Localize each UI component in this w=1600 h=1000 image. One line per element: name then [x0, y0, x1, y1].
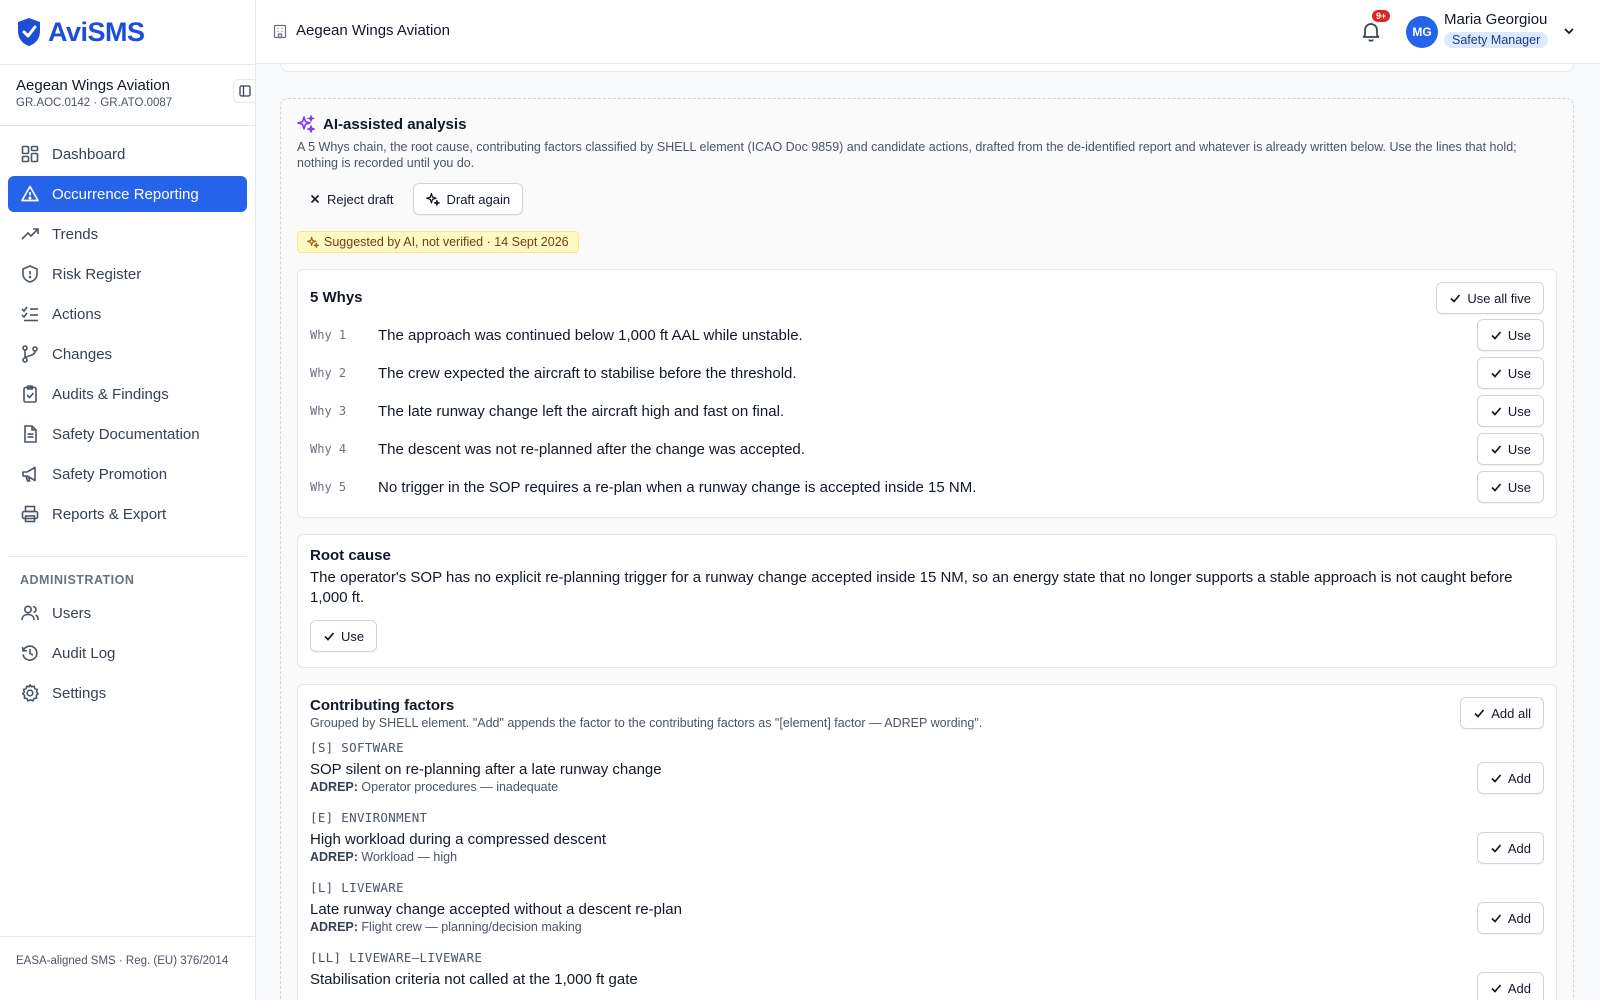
check-icon	[1490, 405, 1502, 417]
use-root-cause-button[interactable]	[310, 620, 377, 652]
five-whys-title: 5 Whys	[310, 289, 363, 306]
use-label: Use	[1507, 403, 1531, 419]
sparkles-icon	[307, 236, 319, 248]
nav-label: Safety Promotion	[52, 465, 168, 483]
avatar[interactable]: MG	[1406, 16, 1438, 48]
why-tag: Why 2	[310, 366, 347, 380]
bell-icon[interactable]	[1360, 20, 1382, 42]
add-factor-button[interactable]	[1477, 902, 1544, 934]
shield-check-logo-icon	[16, 17, 42, 47]
root-cause-title: Root cause	[310, 547, 391, 564]
use-label: Use	[1507, 441, 1531, 457]
add-label: Add	[1507, 840, 1531, 856]
check-icon	[1490, 329, 1502, 341]
factor-shell-tag: [E] ENVIRONMENT	[310, 810, 428, 825]
warning-icon	[20, 184, 40, 204]
document-icon	[20, 424, 40, 444]
check-icon	[1490, 912, 1502, 924]
factor-adrep	[310, 850, 1544, 864]
check-icon	[1490, 772, 1502, 784]
nav-item-actions[interactable]	[8, 296, 247, 332]
use-label: Use	[1507, 479, 1531, 495]
why-text: The descent was not re-planned after the change was accepted.	[378, 440, 805, 458]
add-label: Add	[1507, 980, 1531, 996]
adrep-value: Flight crew — planning/decision making	[361, 920, 582, 934]
check-icon	[1490, 367, 1502, 379]
printer-icon	[20, 504, 40, 524]
admin-section-label: ADMINISTRATION	[20, 573, 135, 587]
chevron-down-icon[interactable]	[1562, 24, 1576, 38]
sidebar	[0, 0, 256, 1000]
factor-item	[310, 870, 1544, 940]
why-item	[310, 430, 1544, 468]
use-all-five-button[interactable]	[1436, 282, 1544, 314]
factor-text: Stabilisation criteria not called at the 1,000 ft gate	[310, 971, 638, 988]
nav-label: Dashboard	[52, 145, 126, 163]
nav-item-users[interactable]	[8, 595, 247, 631]
factors-list	[310, 730, 1544, 1000]
ai-analysis-description: A 5 Whys chain, the root cause, contributing factors classified by SHELL element (ICAO Doc 9859) and candidate actions, drafted from the de-identified report and whatever is already written below. Use the lines that hold; nothing is recorded until you do.	[297, 140, 1517, 170]
factor-item	[310, 730, 1544, 800]
factor-item	[310, 800, 1544, 870]
org-switcher	[0, 64, 255, 126]
ai-suggestion-text: Suggested by AI, not verified · 14 Sept 2026	[324, 235, 569, 249]
use-why-button[interactable]	[1477, 395, 1544, 427]
megaphone-icon	[20, 464, 40, 484]
factor-adrep	[310, 920, 1544, 934]
adrep-label: ADREP:	[310, 850, 358, 864]
nav-label: Occurrence Reporting	[52, 185, 199, 203]
users-icon	[20, 603, 40, 623]
contributing-factors-note: Grouped by SHELL element. "Add" appends the factor to the contributing factors as "[element] factor — ADREP wording".	[310, 716, 983, 730]
checklist-icon	[20, 304, 40, 324]
ai-analysis-title: AI-assisted analysis	[323, 115, 467, 133]
history-icon	[20, 643, 40, 663]
check-icon	[1490, 982, 1502, 994]
notification-badge: 9+	[1372, 10, 1390, 22]
why-text: No trigger in the SOP requires a re-plan when a runway change is accepted inside 15 NM.	[378, 478, 977, 496]
nav-label: Trends	[52, 225, 99, 243]
add-factor-button[interactable]	[1477, 762, 1544, 794]
check-icon	[323, 630, 335, 642]
nav-label: Audits & Findings	[52, 385, 169, 403]
why-tag: Why 5	[310, 480, 347, 494]
nav-item-audits-findings[interactable]	[8, 376, 247, 412]
use-label: Use	[1507, 327, 1531, 343]
check-icon	[1473, 707, 1485, 719]
previous-card	[280, 64, 1574, 72]
sparkles-icon	[426, 192, 440, 206]
nav-label: Safety Documentation	[52, 425, 200, 443]
header-org-name: Aegean Wings Aviation	[296, 22, 450, 39]
top-header	[256, 0, 1600, 64]
use-why-button[interactable]	[1477, 319, 1544, 351]
sidebar-collapse-icon	[239, 85, 251, 97]
factor-shell-tag: [L] LIVEWARE	[310, 880, 404, 895]
gear-icon	[20, 683, 40, 703]
reject-draft-button[interactable]	[297, 183, 405, 215]
factor-shell-tag: [LL] LIVEWARE–LIVEWARE	[310, 950, 483, 965]
use-why-button[interactable]	[1477, 433, 1544, 465]
building-icon	[272, 23, 288, 39]
ai-analysis-panel	[280, 98, 1574, 1000]
nav-item-risk-register[interactable]	[8, 256, 247, 292]
nav-label: Changes	[52, 345, 113, 363]
nav-item-safety-promotion[interactable]	[8, 456, 247, 492]
nav-item-dashboard[interactable]	[8, 136, 247, 172]
factor-text: High workload during a compressed descent	[310, 831, 606, 848]
grid-icon	[20, 144, 40, 164]
nav-item-reports-export[interactable]	[8, 496, 247, 532]
why-item	[310, 316, 1544, 354]
adrep-value: Workload — high	[361, 850, 458, 864]
factor-text: SOP silent on re-planning after a late runway change	[310, 761, 662, 778]
nav-label: Settings	[52, 684, 107, 702]
nav-label: Reports & Export	[52, 505, 167, 523]
factor-text: Late runway change accepted without a descent re-plan	[310, 901, 682, 918]
use-why-button[interactable]	[1477, 471, 1544, 503]
adrep-label: ADREP:	[310, 920, 358, 934]
nav-item-safety-documentation[interactable]	[8, 416, 247, 452]
check-icon	[1490, 443, 1502, 455]
main-content	[256, 64, 1600, 1000]
org-codes: GR.AOC.0142 · GR.ATO.0087	[16, 97, 173, 109]
collapse-sidebar-button[interactable]	[233, 79, 255, 103]
app-logo[interactable]	[0, 0, 255, 64]
factor-shell-tag: [S] SOFTWARE	[310, 740, 404, 755]
admin-section	[8, 556, 247, 711]
check-icon	[1490, 481, 1502, 493]
draft-again-button[interactable]	[413, 183, 523, 215]
add-label: Add	[1507, 910, 1531, 926]
main-nav	[0, 126, 255, 546]
contributing-factors-title: Contributing factors	[310, 697, 455, 714]
why-tag: Why 3	[310, 404, 347, 418]
ai-actions	[297, 183, 1557, 215]
sparkles-icon	[297, 115, 315, 133]
why-tag: Why 1	[310, 328, 347, 342]
org-name: Aegean Wings Aviation	[16, 77, 170, 94]
why-text: The crew expected the aircraft to stabilise before the threshold.	[378, 364, 797, 382]
contributing-factors-card	[297, 684, 1557, 1000]
check-icon	[1490, 842, 1502, 854]
adrep-value: Operator procedures — inadequate	[361, 780, 559, 794]
ai-analysis-header	[297, 115, 1557, 133]
nav-label: Audit Log	[52, 644, 116, 662]
branch-icon	[20, 344, 40, 364]
ai-suggestion-badge	[297, 231, 579, 253]
add-all-button[interactable]	[1460, 697, 1544, 729]
whys-list	[310, 316, 1544, 506]
trend-icon	[20, 224, 40, 244]
factor-adrep	[310, 780, 1544, 794]
use-why-button[interactable]	[1477, 357, 1544, 389]
app-logo-text: AviSMS	[48, 16, 145, 47]
root-cause-card	[297, 534, 1557, 668]
add-factor-button[interactable]	[1477, 972, 1544, 1000]
factor-item	[310, 940, 1544, 1000]
sidebar-footer: EASA-aligned SMS · Reg. (EU) 376/2014	[0, 936, 255, 1000]
close-icon	[309, 193, 321, 205]
nav-item-occurrence-reporting[interactable]	[8, 176, 247, 212]
use-all-five-label: Use all five	[1467, 290, 1531, 306]
use-label: Use	[341, 628, 365, 644]
why-item	[310, 468, 1544, 506]
why-tag: Why 4	[310, 442, 347, 456]
add-all-label: Add all	[1491, 705, 1531, 721]
shield-icon	[20, 264, 40, 284]
header-org	[272, 22, 450, 39]
reject-draft-label: Reject draft	[327, 191, 394, 207]
nav-item-settings[interactable]	[8, 675, 247, 711]
user-name[interactable]: Maria Georgiou	[1444, 11, 1548, 28]
why-item	[310, 354, 1544, 392]
add-label: Add	[1507, 770, 1531, 786]
nav-label: Users	[52, 604, 92, 622]
adrep-label: ADREP:	[310, 780, 358, 794]
root-cause-text: The operator's SOP has no explicit re-planning trigger for a runway change accepted inside 15 NM, so an energy state that no longer supports a stable approach is not caught before 1,000 ft.	[310, 569, 1513, 606]
why-text: The late runway change left the aircraft high and fast on final.	[378, 402, 785, 420]
why-text: The approach was continued below 1,000 ft AAL while unstable.	[378, 326, 803, 344]
nav-item-audit-log[interactable]	[8, 635, 247, 671]
five-whys-card	[297, 269, 1557, 518]
nav-item-trends[interactable]	[8, 216, 247, 252]
draft-again-label: Draft again	[446, 191, 511, 207]
why-item	[310, 392, 1544, 430]
user-role-badge: Safety Manager	[1444, 32, 1548, 48]
nav-label: Risk Register	[52, 265, 142, 283]
nav-item-changes[interactable]	[8, 336, 247, 372]
check-icon	[1449, 292, 1461, 304]
add-factor-button[interactable]	[1477, 832, 1544, 864]
nav-label: Actions	[52, 305, 102, 323]
clipboard-icon	[20, 384, 40, 404]
use-label: Use	[1507, 365, 1531, 381]
